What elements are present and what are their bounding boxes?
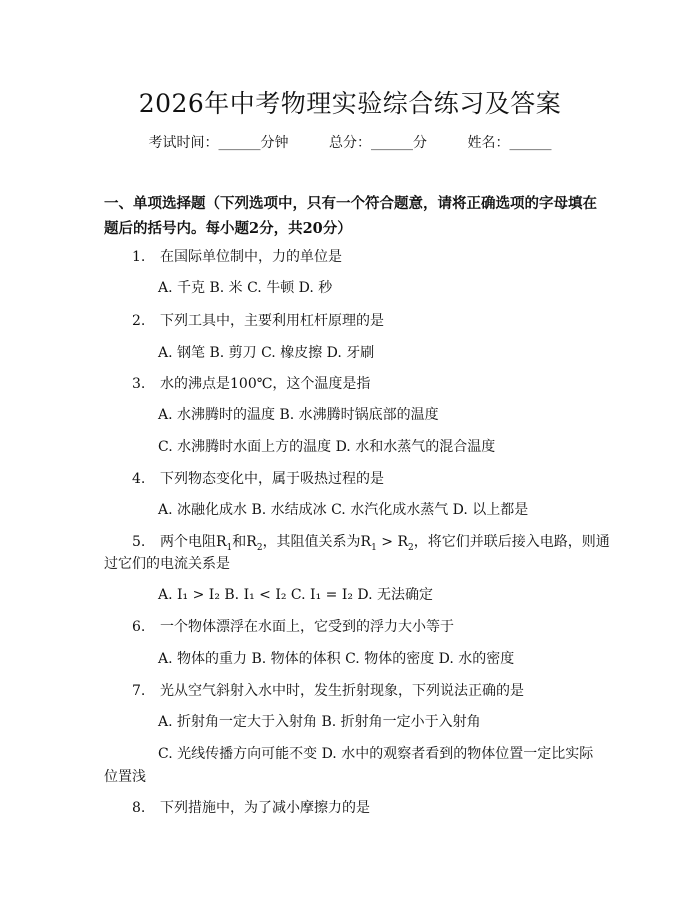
question-text: 光从空气斜射入水中时，发生折射现象，下列说法正确的是 (160, 683, 524, 699)
question-8 (132, 797, 370, 817)
question-3 (132, 373, 370, 393)
question-text-part: 和R (232, 534, 257, 550)
question-7 (132, 680, 524, 700)
question-number: 1. (132, 249, 146, 265)
question-6-options: A. 物体的重力 B. 物体的体积 C. 物体的密度 D. 水的密度 (158, 651, 515, 667)
question-number: 6. (132, 619, 146, 635)
question-5-options: A. I₁ > I₂ B. I₁ < I₂ C. I₁ = I₂ D. 无法确定 (158, 587, 434, 603)
question-3-options-b: C. 水沸腾时水面上方的温度 D. 水和水蒸气的混合温度 (158, 439, 496, 455)
question-text: 在国际单位制中，力的单位是 (160, 249, 342, 265)
question-2 (132, 310, 384, 330)
question-7-options-a: A. 折射角一定大于入射角 B. 折射角一定小于入射角 (158, 714, 481, 730)
question-1-options: A. 千克 B. 米 C. 牛顿 D. 秒 (158, 280, 333, 296)
question-number: 8. (132, 800, 146, 816)
student-name: 姓名：______ (467, 135, 552, 151)
question-5 (132, 531, 610, 553)
exam-score: 总分：______分 (329, 135, 427, 151)
question-1 (132, 246, 342, 266)
subscript: 1 (371, 542, 377, 553)
question-number: 5. (132, 534, 146, 550)
question-5-line-2: 过它们的电流关系是 (104, 556, 230, 572)
question-6 (132, 616, 454, 636)
question-number: 3. (132, 376, 146, 392)
question-text-part: > R (376, 534, 409, 550)
question-text: 一个物体漂浮在水面上，它受到的浮力大小等于 (160, 619, 454, 635)
question-text: 水的沸点是100℃，这个温度是指 (160, 376, 371, 392)
question-text-part: ，其阻值关系为R (262, 534, 372, 550)
subscript: 2 (256, 542, 263, 553)
page-title: 2026年中考物理实验综合练习及答案 (138, 89, 562, 118)
exam-time: 考试时间：______分钟 (148, 135, 289, 151)
question-text-part: ，将它们并联后接入电路，则通 (413, 534, 610, 550)
section-heading: 一、单项选择题（下列选项中，只有一个符合题意，请将正确选项的字母填在题后的括号内。每小题2分，共20分） (104, 195, 597, 237)
question-7-options-b-cont: 位置浅 (104, 769, 146, 785)
question-4 (132, 468, 384, 488)
question-3-options-a: A. 水沸腾时的温度 B. 水沸腾时锅底部的温度 (158, 407, 439, 423)
question-text-part: 两个电阻R (160, 534, 227, 550)
question-2-options: A. 钢笔 B. 剪刀 C. 橡皮擦 D. 牙刷 (158, 345, 375, 361)
question-text: 下列物态变化中，属于吸热过程的是 (160, 471, 384, 487)
question-7-options-b: C. 光线传播方向可能不变 D. 水中的观察者看到的物体位置一定比实际 (158, 746, 594, 762)
question-text: 下列措施中，为了减小摩擦力的是 (160, 800, 370, 816)
question-4-options: A. 冰融化成水 B. 水结成冰 C. 水汽化成水蒸气 D. 以上都是 (158, 502, 529, 518)
question-number: 2. (132, 313, 146, 329)
question-number: 7. (132, 683, 146, 699)
subscript: 1 (226, 542, 233, 553)
exam-meta (0, 132, 700, 152)
question-number: 4. (132, 471, 146, 487)
question-text: 下列工具中，主要利用杠杆原理的是 (160, 313, 384, 329)
subscript: 2 (408, 542, 414, 553)
